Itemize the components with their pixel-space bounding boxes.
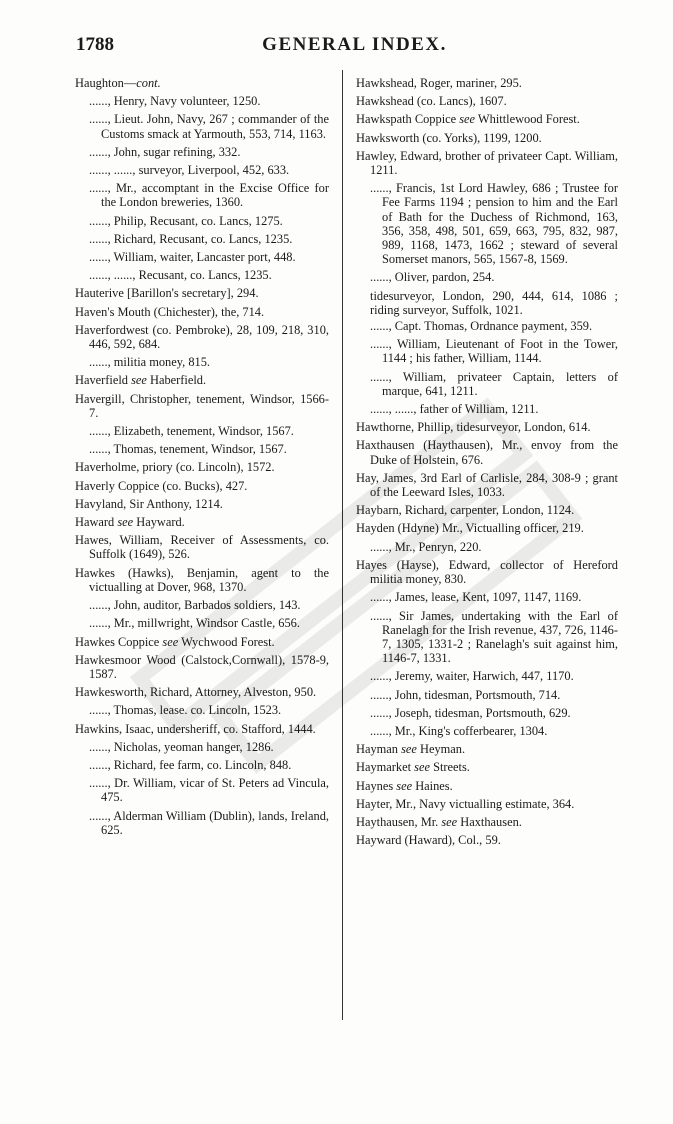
entry-text: ......, Henry, Navy volunteer, 1250.: [89, 94, 261, 109]
index-entry: [75, 479, 329, 493]
entry-text: Havergill, Christopher, tenement, Windsor, 1566-7.: [75, 391, 329, 420]
index-entry: [75, 685, 329, 699]
index-subentry: [356, 402, 618, 416]
entry-text: ......, Mr., accomptant in the Excise Office for the London breweries, 1360.: [89, 181, 329, 210]
index-subentry: [356, 590, 618, 604]
entry-text: ......, Capt. Thomas, Ordnance payment, 359.: [370, 319, 593, 334]
entry-text: ......, James, lease, Kent, 1097, 1147, 1169.: [370, 590, 582, 605]
entry-text: Hawkshead (co. Lancs), 1607.: [356, 94, 507, 109]
entry-text: Havyland, Sir Anthony, 1214.: [75, 496, 223, 511]
entry-text: ......, John, sugar refining, 332.: [89, 144, 241, 159]
entry-text: Haverfordwest (co. Pembroke), 28, 109, 218, 310, 446, 592, 684.: [75, 322, 329, 352]
index-subentry: [75, 214, 329, 228]
index-subentry: [356, 370, 618, 398]
index-entry: [75, 323, 329, 351]
entry-text: Hawkesworth, Richard, Attorney, Alveston, 950.: [75, 685, 317, 700]
entry-text: ......, Mr., Penryn, 220.: [370, 539, 482, 554]
entry-text: ......, militia money, 815.: [89, 355, 211, 370]
entry-text: Haynes: [356, 778, 397, 793]
entry-italic: see: [401, 742, 417, 757]
index-entry: [75, 392, 329, 420]
index-entry: [356, 112, 618, 126]
index-entry: [75, 635, 329, 649]
index-entry: [356, 760, 618, 774]
entry-text: ......, ......, father of William, 1211.: [370, 402, 539, 417]
entry-text: Hayter, Mr., Navy victualling estimate, 364.: [356, 796, 575, 811]
index-entry: [356, 779, 618, 793]
entry-text: Hayward (Haward), Col., 59.: [356, 833, 501, 848]
index-column-left: [75, 76, 329, 841]
index-column-right: [356, 76, 618, 851]
entry-text: Hayden (Hdyne) Mr., Victualling officer, 219.: [356, 521, 584, 536]
entry-text: ......, Sir James, undertaking with the Earl of Ranelagh for the Irish revenue, 437, 726, 1146-7, 1305, 1331-2 ; Ranelagh's suit against him, 1146-7, 1331.: [370, 608, 618, 666]
page-number: 1788: [76, 34, 114, 55]
entry-text: Haxthausen (Haythausen), Mr., envoy from the Duke of Holstein, 676.: [356, 438, 618, 467]
index-subentry: [356, 540, 618, 554]
entry-text: Haverfield: [75, 373, 132, 388]
entry-text: ......, Joseph, tidesman, Portsmouth, 629.: [370, 705, 571, 720]
entry-text: ......, Mr., King's cofferbearer, 1304.: [370, 723, 548, 738]
entry-text: ......, Thomas, tenement, Windsor, 1567.: [89, 442, 287, 457]
entry-text: ......, Philip, Recusant, co. Lancs, 1275.: [89, 213, 283, 228]
entry-text: Haward: [75, 515, 118, 530]
index-entry: [356, 815, 618, 829]
entry-text: ......, Oliver, pardon, 254.: [370, 270, 495, 285]
entry-text: Haythausen, Mr.: [356, 814, 442, 829]
index-entry: [356, 94, 618, 108]
index-subentry: [75, 424, 329, 438]
entry-text: ......, ......, Recusant, co. Lancs, 1235.: [89, 268, 272, 283]
entry-text: Hawkins, Isaac, undersheriff, co. Stafford, 1444.: [75, 721, 316, 736]
index-subentry: [75, 94, 329, 108]
index-subentry: [75, 442, 329, 456]
index-subentry: [356, 724, 618, 738]
index-entry: [356, 833, 618, 847]
entry-reference: Haberfield.: [146, 373, 207, 388]
index-entry: [75, 305, 329, 319]
entry-text: ......, Elizabeth, tenement, Windsor, 1567.: [89, 424, 294, 439]
entry-text: Haverholme, priory (co. Lincoln), 1572.: [75, 460, 275, 475]
entry-text: ......, Richard, Recusant, co. Lancs, 1235.: [89, 231, 293, 246]
entry-italic: see: [441, 814, 458, 829]
entry-text: Hawley, Edward, brother of privateer Capt. William, 1211.: [356, 148, 618, 178]
entry-text: Haverly Coppice (co. Bucks), 427.: [75, 478, 248, 493]
index-entry: [75, 515, 329, 529]
entry-text: ......, William, waiter, Lancaster port, 448.: [89, 250, 296, 265]
entry-reference: Hayward.: [133, 515, 185, 530]
index-entry: [356, 797, 618, 811]
entry-text: Hawes, William, Receiver of Assessments, co. Suffolk (1649), 526.: [75, 533, 329, 562]
entry-text: ......, ......, surveyor, Liverpool, 452, 633.: [89, 163, 290, 178]
index-entry: [356, 438, 618, 466]
entry-text: Haven's Mouth (Chichester), the, 714.: [75, 304, 265, 319]
entry-reference: Wychwood Forest.: [178, 634, 275, 649]
entry-reference: Heyman.: [416, 742, 466, 757]
index-subentry: [75, 703, 329, 717]
entry-text: ......, John, auditor, Barbados soldiers, 143.: [89, 598, 301, 613]
entry-text: ......, Mr., millwright, Windsor Castle, 656.: [89, 616, 300, 631]
index-entry: [356, 76, 618, 90]
entry-reference: Whittlewood Forest.: [475, 112, 580, 127]
index-subentry: [75, 181, 329, 209]
entry-reference: Streets.: [429, 760, 470, 775]
index-entry: [356, 471, 618, 499]
index-subentry: [75, 598, 329, 612]
index-subentry: [356, 706, 618, 720]
column-divider: [342, 70, 343, 1020]
entry-text: ......, William, Lieutenant of Foot in the Tower, 1144 ; his father, William, 1144.: [370, 337, 618, 366]
index-subentry: [75, 809, 329, 837]
entry-text: Hay, James, 3rd Earl of Carlisle, 284, 308-9 ; grant of the Leeward Isles, 1033.: [356, 470, 618, 500]
index-subentry: [75, 740, 329, 754]
entry-text: Haymarket: [356, 760, 415, 775]
index-subentry: [75, 232, 329, 246]
entry-text: Hawkesmoor Wood (Calstock,Cornwall), 1578-9, 1587.: [75, 652, 329, 681]
index-subentry: [356, 319, 618, 333]
index-subentry: [75, 112, 329, 140]
index-subentry: [75, 268, 329, 282]
entry-text: Hawthorne, Phillip, tidesurveyor, London, 614.: [356, 420, 591, 435]
index-entry: [356, 503, 618, 517]
entry-text: Hawksworth (co. Yorks), 1199, 1200.: [356, 130, 542, 145]
entry-text: Hauterive [Barillon's secretary], 294.: [75, 286, 259, 301]
index-entry: [75, 533, 329, 561]
running-title: GENERAL INDEX.: [262, 34, 447, 55]
entry-text: ......, Nicholas, yeoman hanger, 1286.: [89, 739, 274, 754]
index-entry: [356, 131, 618, 145]
index-subentry: [75, 776, 329, 804]
entry-text: Haybarn, Richard, carpenter, London, 1124.: [356, 503, 575, 518]
entry-text: ......, Richard, fee farm, co. Lincoln, 848.: [89, 757, 292, 772]
entry-text: Hawkes Coppice: [75, 634, 163, 649]
index-subentry: [356, 669, 618, 683]
entry-text: tidesurveyor, London, 290, 444, 614, 1086 ; riding surveyor, Suffolk, 1021.: [370, 288, 618, 317]
index-subentry: [356, 609, 618, 666]
entry-italic: see: [162, 634, 179, 649]
page-header: [76, 34, 633, 60]
index-subentry: [356, 270, 618, 284]
index-subentry: [356, 337, 618, 365]
entry-text: Haughton—: [75, 76, 137, 90]
entry-text: ......, Lieut. John, Navy, 267 ; commander of the Customs smack at Yarmouth, 553, 714, 1163.: [89, 112, 329, 141]
index-entry: [356, 521, 618, 535]
entry-italic: see: [396, 778, 413, 793]
entry-italic: see: [459, 112, 476, 127]
index-entry: [75, 460, 329, 474]
entry-italic: see: [131, 373, 147, 388]
index-entry: [75, 722, 329, 736]
entry-text: ......, William, privateer Captain, letters of marque, 641, 1211.: [370, 369, 618, 398]
entry-text: ......, Dr. William, vicar of St. Peters ad Vincula, 475.: [89, 776, 329, 805]
entry-text: ......, Alderman William (Dublin), lands, Ireland, 625.: [89, 808, 329, 837]
entry-text: Hayman: [356, 742, 402, 757]
index-entry: [75, 286, 329, 300]
entry-text: Hawkshead, Roger, mariner, 295.: [356, 76, 522, 90]
index-subentry: [356, 289, 618, 317]
entry-text: ......, Francis, 1st Lord Hawley, 686 ; Trustee for Fee Farms 1194 ; pension to him and the Earl of Bath for the Duchess of Richmond, 163, 356, 358, 498, 501, 659, 663, 795, 832, 987, 989, 1168, 1473, 1662 ; steward of several Somerset manors, 565, 1567-8, 1569.: [370, 181, 618, 267]
index-entry: [75, 653, 329, 681]
index-subentry: [75, 163, 329, 177]
entry-italic: see: [414, 760, 430, 775]
entry-text: Hawkspath Coppice: [356, 112, 460, 127]
entry-text: Hawkes (Hawks), Benjamin, agent to the victualling at Dover, 968, 1370.: [75, 565, 329, 594]
index-subentry: [75, 355, 329, 369]
index-entry: [356, 558, 618, 586]
entry-text: Hayes (Hayse), Edward, collector of Hereford militia money, 830.: [356, 557, 618, 587]
index-subentry: [356, 181, 618, 266]
index-entry: [356, 420, 618, 434]
index-subentry: [356, 688, 618, 702]
index-subentry: [75, 250, 329, 264]
index-entry: [75, 76, 329, 90]
index-entry: [356, 742, 618, 756]
entry-text: ......, Thomas, lease. co. Lincoln, 1523.: [89, 703, 282, 718]
entry-italic: see: [117, 515, 134, 530]
index-entry: [75, 373, 329, 387]
index-entry: [75, 497, 329, 511]
entry-text: ......, John, tidesman, Portsmouth, 714.: [370, 687, 561, 702]
index-subentry: [75, 758, 329, 772]
entry-text: ......, Jeremy, waiter, Harwich, 447, 1170.: [370, 669, 574, 684]
index-entry: [75, 566, 329, 594]
entry-reference: Haines.: [412, 778, 453, 793]
entry-reference: Haxthausen.: [457, 814, 522, 829]
index-entry: [356, 149, 618, 177]
index-subentry: [75, 616, 329, 630]
entry-italic: cont.: [136, 76, 161, 90]
index-subentry: [75, 145, 329, 159]
